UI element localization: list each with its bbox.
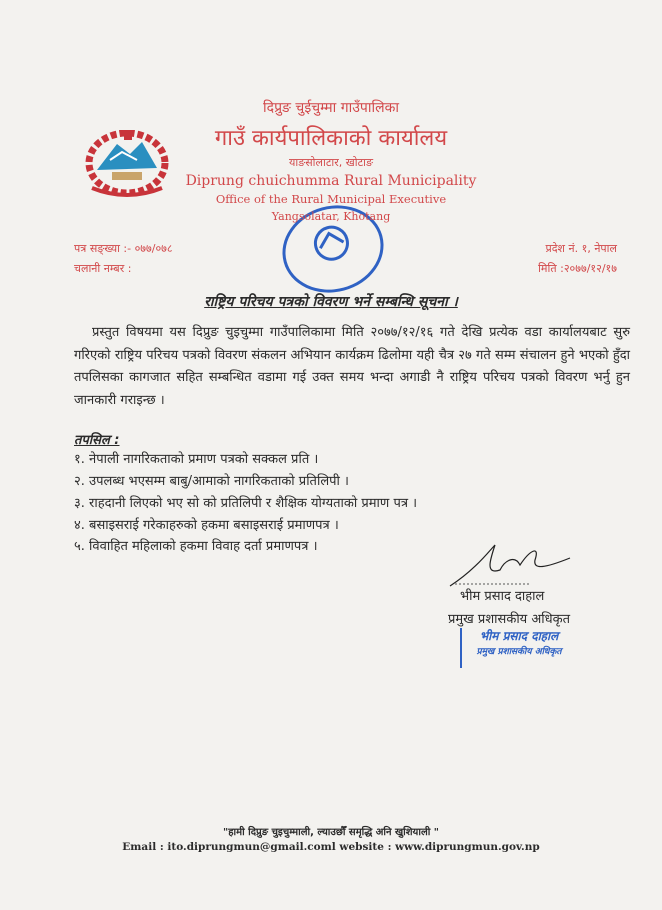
- footer-contact: Email : ito.diprungmun@gmail.coml website : www.diprungmun.gov.np: [122, 841, 540, 853]
- municipality-name-nepali: दिप्रुङ चुईचुम्मा गाउँपालिका: [263, 100, 399, 116]
- list-item: ५. विवाहित महिलाको हकमा विवाह दर्ता प्रमाणपत्र ।: [74, 539, 318, 554]
- municipality-name-english: Diprung chuichumma Rural Municipality: [185, 173, 477, 189]
- province: प्रदेश नं. १, नेपाल: [545, 242, 617, 255]
- handwritten-signature: [445, 540, 575, 590]
- letter-number: पत्र सङ्ख्या :- ०७७/०७८: [74, 242, 173, 255]
- letter-date: मिति :२०७७/१२/१७: [538, 262, 617, 275]
- stamp-name: भीम प्रसाद दाहाल: [479, 629, 559, 643]
- list-heading: तपसिल :: [74, 433, 120, 448]
- office-name-english: Office of the Rural Municipal Executive: [215, 192, 447, 206]
- notice-title: [0, 292, 662, 311]
- list-item: २. उपलब्ध भएसम्म बाबु/आमाको नागरिकताको प्रतिलिपी ।: [74, 474, 349, 489]
- stamp-title: प्रमुख प्रशासकीय अधिकृत: [476, 647, 562, 657]
- dispatch-number: चलानी नम्बर :: [74, 262, 132, 275]
- notice-title-text: राष्ट्रिय परिचय पत्रको विवरण भर्ने सम्बन्धि सूचना ।: [204, 294, 458, 310]
- notice-body: प्रस्तुत विषयमा यस दिप्रुङ चुइचुम्मा गाउँपालिकामा मिति २०७७/१२/१६ गते देखि प्रत्येक वडा कार्यालयबाट सुरु गरिएको राष्ट्रिय परिचय पत्रको विवरण संकलन अभियान कार्यक्रम ढिलोमा यही चैत्र २७ गते सम्म संचालन हुने भएको हुँदा तपलिसका कागजात सहित सम्बन्धित वडामा गई उक्त समय भन्दा अगाडी नै राष्ट्रिय परिचय पत्रको विवरण भर्नु हुन जानकारी गराइन्छ ।: [74, 325, 630, 408]
- address-nepali: याङसोलाटार, खोटाङ: [289, 156, 373, 169]
- list-item: ४. बसाइसराई गरेकाहरुको हकमा बसाइसराई प्रमाणपत्र ।: [74, 518, 339, 533]
- signatory-title: प्रमुख प्रशासकीय अधिकृत: [448, 612, 571, 627]
- list-item: १. नेपाली नागरिकताको प्रमाण पत्रको सक्कल प्रति ।: [74, 452, 319, 467]
- list-item: ३. राहदानी लिएको भए सो को प्रतिलिपी र शैक्षिक योग्यताको प्रमाण पत्र ।: [74, 496, 418, 511]
- footer-slogan: "हामी दिप्रुङ चुइचुम्माली, ल्याउछौँ समृद्धि अनि खुशियाली ": [222, 827, 440, 838]
- office-name-nepali: गाउँ कार्यपालिकाको कार्यालय: [214, 126, 448, 151]
- address-english: Yangsolatar, Khotang: [271, 210, 391, 223]
- signatory-stamp: [460, 628, 576, 668]
- signatory-name: भीम प्रसाद दाहाल: [460, 589, 545, 604]
